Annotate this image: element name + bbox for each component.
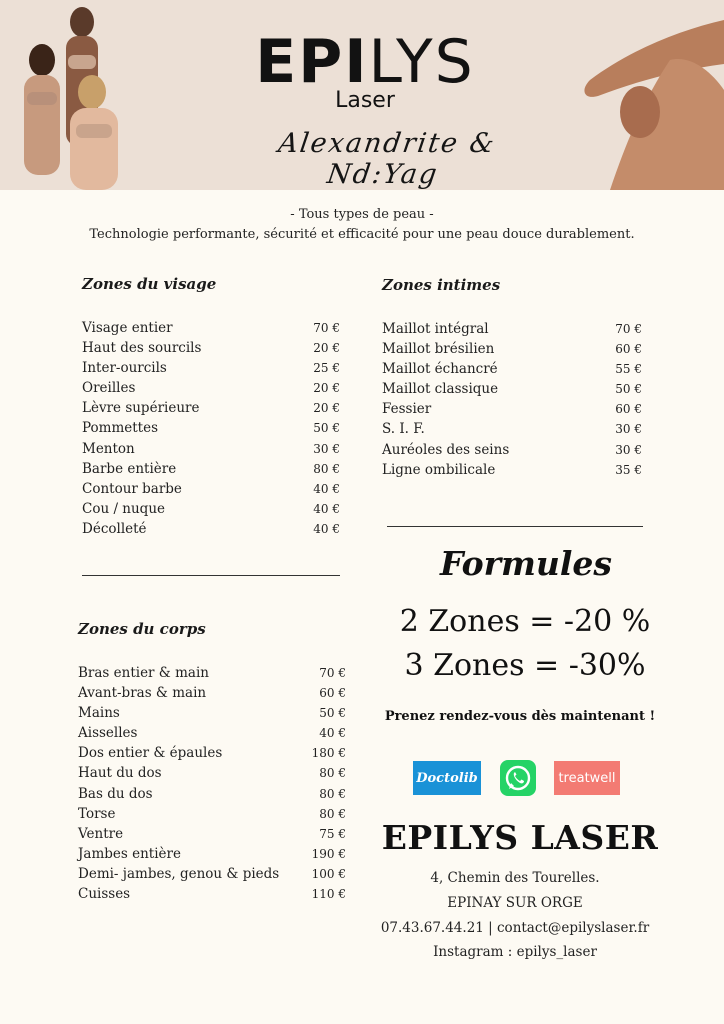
zone-name: Dos entier & épaules <box>78 745 223 762</box>
zone-name: Jambes entière <box>78 845 181 862</box>
zone-price: 70 € <box>313 321 340 335</box>
corps-list <box>78 663 346 904</box>
doctolib-label: Doctolib <box>416 770 478 786</box>
zone-price: 180 € <box>311 746 346 761</box>
whatsapp-button[interactable] <box>500 761 536 795</box>
intimes-list <box>382 319 642 480</box>
zone-name: Pommettes <box>82 420 159 437</box>
price-row <box>82 398 340 418</box>
price-row <box>382 379 642 399</box>
zone-price: 100 € <box>311 866 346 881</box>
zone-price: 40 € <box>319 726 346 741</box>
price-row <box>82 318 340 338</box>
zone-name: Maillot brésilien <box>382 341 495 358</box>
zone-price: 40 € <box>313 521 340 536</box>
zone-price: 110 € <box>311 887 346 902</box>
zone-name: Aisselles <box>78 725 138 742</box>
price-row <box>78 663 346 683</box>
brand-logo <box>240 27 490 113</box>
formule-3-zones: 3 Zones = -30% <box>404 648 646 683</box>
zone-price: 30 € <box>615 442 642 457</box>
zone-name: Cou / nuque <box>82 500 165 517</box>
zone-price: 80 € <box>319 806 346 821</box>
zone-price: 75 € <box>319 826 346 841</box>
zone-name: Bas du dos <box>78 785 153 802</box>
price-row <box>382 440 642 460</box>
price-row <box>382 339 642 359</box>
price-row <box>382 359 642 379</box>
zone-name: Oreilles <box>82 380 136 397</box>
price-row <box>82 479 340 499</box>
arm-photo <box>570 0 724 190</box>
zone-name: Avant-bras & main <box>78 685 207 702</box>
zone-price: 60 € <box>615 402 642 417</box>
price-row <box>78 743 346 763</box>
price-row <box>78 864 346 884</box>
price-row <box>78 824 346 844</box>
header-banner <box>0 0 724 190</box>
zone-price: 20 € <box>313 401 340 416</box>
zone-name: Torse <box>78 805 116 822</box>
whatsapp-icon <box>500 760 536 796</box>
doctolib-button[interactable] <box>413 761 481 795</box>
price-row <box>78 884 346 904</box>
zone-price: 190 € <box>311 846 346 861</box>
zone-price: 70 € <box>615 322 642 336</box>
zone-name: Décolleté <box>82 520 147 537</box>
price-row <box>382 399 642 419</box>
intro-line2: Technologie performante, sécurité et efficacité pour une peau douce durablement. <box>89 227 635 242</box>
zone-name: Ligne ombilicale <box>382 461 496 478</box>
zone-name: Inter-ourcils <box>82 360 167 377</box>
zone-name: S. I. F. <box>382 421 425 438</box>
zone-price: 60 € <box>615 342 642 357</box>
divider-left <box>82 575 340 576</box>
technology-script: Alexandrite & Nd:Yag <box>276 128 498 190</box>
address-line2: EPINAY SUR ORGE <box>447 895 583 911</box>
address-line1: 4, Chemin des Tourelles. <box>430 870 600 886</box>
zone-name: Auréoles des seins <box>382 441 510 458</box>
intimes-title: Zones intimes <box>382 276 501 294</box>
price-row <box>382 319 642 339</box>
price-row <box>78 844 346 864</box>
intro <box>0 205 724 245</box>
zone-price: 40 € <box>313 501 340 516</box>
visage-title: Zones du visage <box>82 275 217 293</box>
zone-price: 60 € <box>319 686 346 701</box>
zone-name: Cuisses <box>78 886 131 903</box>
company-name: EPILYS LASER <box>381 818 659 857</box>
zone-price: 20 € <box>313 381 340 396</box>
visage-list <box>82 318 340 539</box>
zone-name: Lèvre supérieure <box>82 400 200 417</box>
price-row <box>78 683 346 703</box>
models-photo <box>0 0 160 190</box>
price-row <box>82 418 340 438</box>
price-row <box>82 378 340 398</box>
zone-name: Haut du dos <box>78 765 162 782</box>
price-row <box>82 519 340 539</box>
zone-price: 50 € <box>313 421 340 436</box>
zone-price: 50 € <box>319 706 346 721</box>
zone-name: Haut des sourcils <box>82 340 202 357</box>
zone-name: Barbe entière <box>82 460 177 477</box>
price-row <box>78 723 346 743</box>
intro-line1: - Tous types de peau - <box>290 207 434 222</box>
zone-name: Contour barbe <box>82 480 182 497</box>
price-row <box>78 784 346 804</box>
zone-price: 30 € <box>615 422 642 437</box>
brand-bold: EPI <box>255 27 369 97</box>
zone-name: Maillot échancré <box>382 361 498 378</box>
zone-name: Maillot classique <box>382 381 499 398</box>
zone-price: 25 € <box>313 361 340 376</box>
zone-price: 80 € <box>319 766 346 781</box>
zone-name: Visage entier <box>82 320 173 336</box>
phone-email: 07.43.67.44.21 | contact@epilyslaser.fr <box>380 920 650 936</box>
price-row <box>78 763 346 783</box>
price-row <box>82 499 340 519</box>
price-row <box>382 419 642 439</box>
zone-price: 80 € <box>313 461 340 476</box>
zone-name: Ventre <box>78 825 124 842</box>
zone-name: Bras entier & main <box>78 665 209 681</box>
brand-sub: Laser <box>335 88 395 113</box>
zone-price: 50 € <box>615 382 642 397</box>
brand-thin: LYS <box>368 27 475 97</box>
price-row <box>82 439 340 459</box>
treatwell-label: treatwell <box>558 770 616 786</box>
zone-price: 70 € <box>319 666 346 680</box>
zone-name: Demi- jambes, genou & pieds <box>78 865 280 882</box>
price-row <box>78 804 346 824</box>
price-row <box>82 338 340 358</box>
zone-price: 20 € <box>313 341 340 356</box>
treatwell-button[interactable] <box>554 761 620 795</box>
zone-price: 80 € <box>319 786 346 801</box>
zone-price: 55 € <box>615 362 642 377</box>
formules-title: Formules <box>439 544 613 583</box>
zone-name: Fessier <box>382 401 432 418</box>
zone-price: 35 € <box>615 462 642 477</box>
divider-right <box>387 526 643 527</box>
zone-price: 40 € <box>313 481 340 496</box>
rdv-cta: Prenez rendez-vous dès maintenant ! <box>384 709 656 724</box>
zone-name: Maillot intégral <box>382 321 489 337</box>
instagram: Instagram : epilys_laser <box>433 944 597 960</box>
formule-2-zones: 2 Zones = -20 % <box>399 604 651 639</box>
zone-name: Mains <box>78 705 120 722</box>
price-row <box>82 459 340 479</box>
price-row <box>78 703 346 723</box>
price-row <box>382 460 642 480</box>
price-row <box>82 358 340 378</box>
zone-price: 30 € <box>313 441 340 456</box>
zone-name: Menton <box>82 440 135 457</box>
corps-title: Zones du corps <box>78 620 206 638</box>
